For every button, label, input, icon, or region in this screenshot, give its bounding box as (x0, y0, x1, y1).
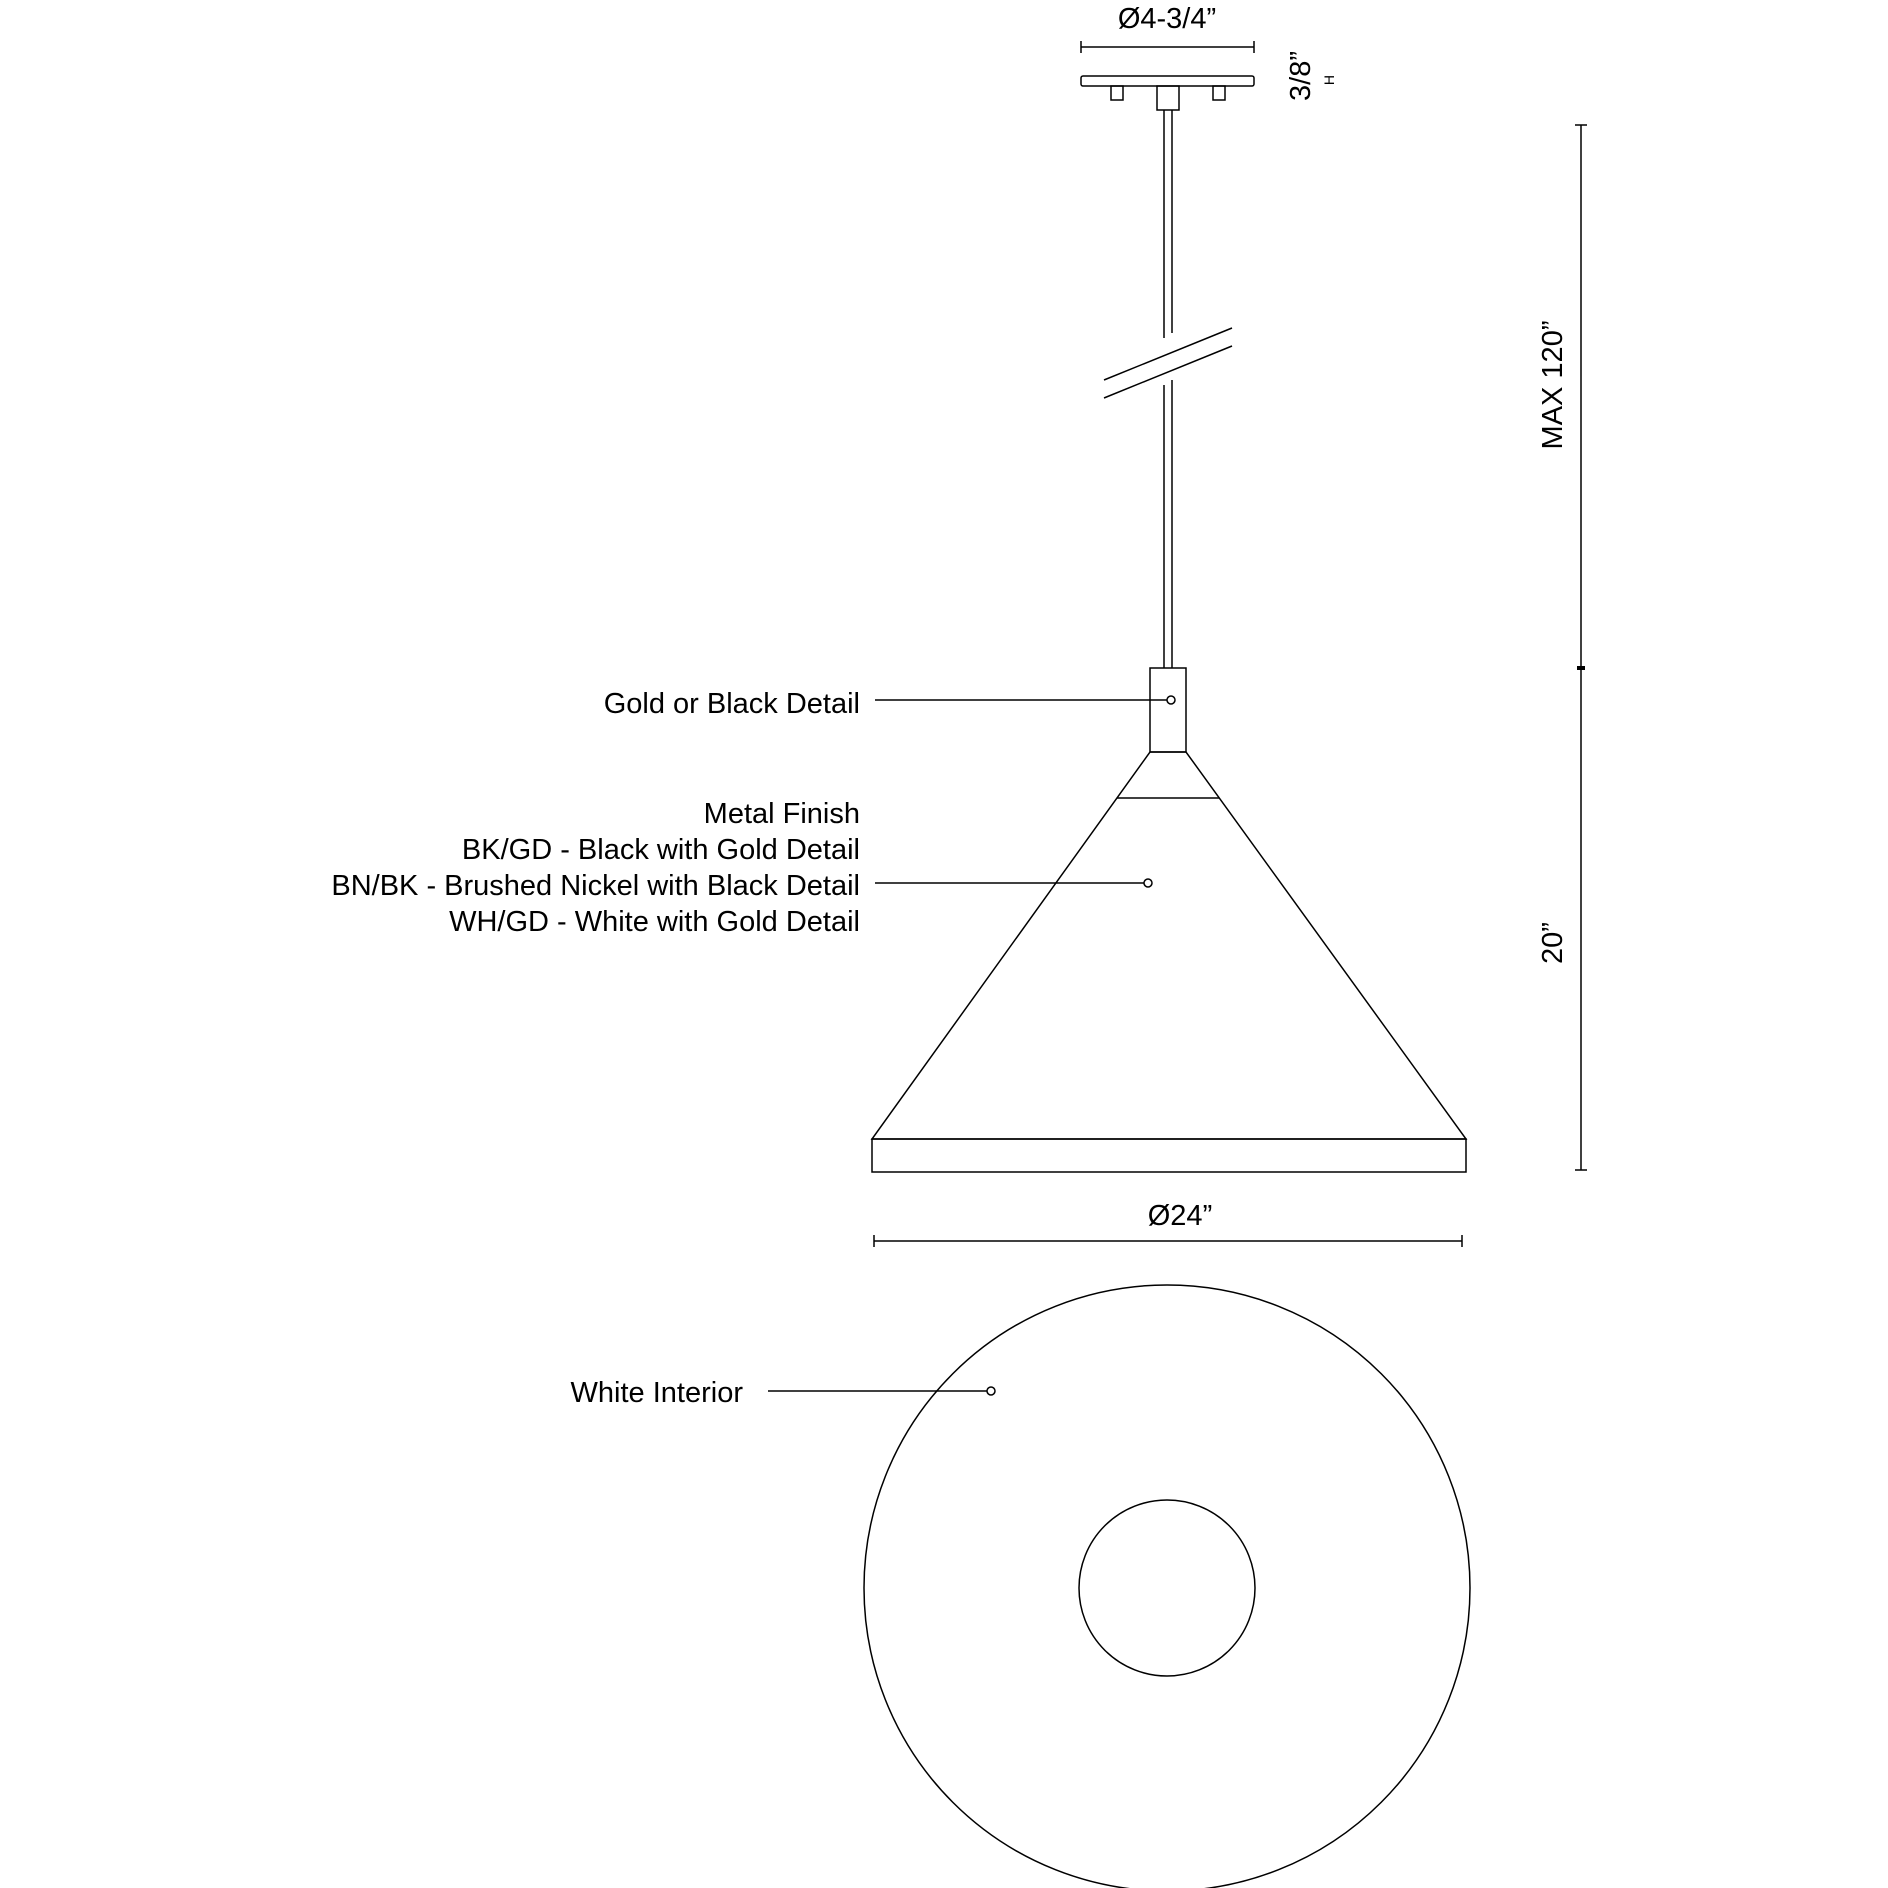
shade-inner-circle (1079, 1500, 1255, 1676)
canopy-height-unit: H (1321, 74, 1337, 86)
max-length-label: MAX 120” (1537, 320, 1569, 450)
finish-option-wh-gd: WH/GD - White with Gold Detail (449, 906, 860, 938)
canopy-height-label: 3/8” (1285, 51, 1317, 101)
detail-collar (1150, 668, 1186, 752)
shade-bottom-view (864, 1285, 1470, 1888)
detail-callout-label: Gold or Black Detail (603, 688, 860, 720)
shade-diameter-label: Ø24” (1147, 1200, 1213, 1232)
interior-callout-dot (987, 1387, 995, 1395)
detail-callout (604, 688, 1167, 720)
canopy-diameter-label: Ø4-3/4” (1117, 3, 1217, 35)
finish-option-bn-bk: BN/BK - Brushed Nickel with Black Detail (331, 870, 860, 902)
canopy-diameter-dimension (1081, 3, 1254, 53)
canopy-height-dimension (1285, 51, 1337, 101)
detail-callout-dot (1167, 696, 1175, 704)
height-dimension (1537, 125, 1587, 1170)
shade-outer-circle (864, 1285, 1470, 1888)
cone-shade-side-view (872, 752, 1466, 1172)
stem-rod (1104, 110, 1232, 668)
fixture-height-label: 20” (1537, 922, 1569, 964)
canopy (1081, 76, 1254, 110)
finish-callout-title: Metal Finish (703, 798, 860, 830)
finish-option-bk-gd: BK/GD - Black with Gold Detail (461, 834, 860, 866)
shade-bottom-rim (872, 1139, 1466, 1172)
interior-callout (571, 1377, 987, 1409)
shade-diameter-dimension (874, 1200, 1462, 1247)
finish-callout-dot (1144, 879, 1152, 887)
interior-callout-label: White Interior (570, 1377, 743, 1409)
finish-callout (331, 798, 1144, 938)
